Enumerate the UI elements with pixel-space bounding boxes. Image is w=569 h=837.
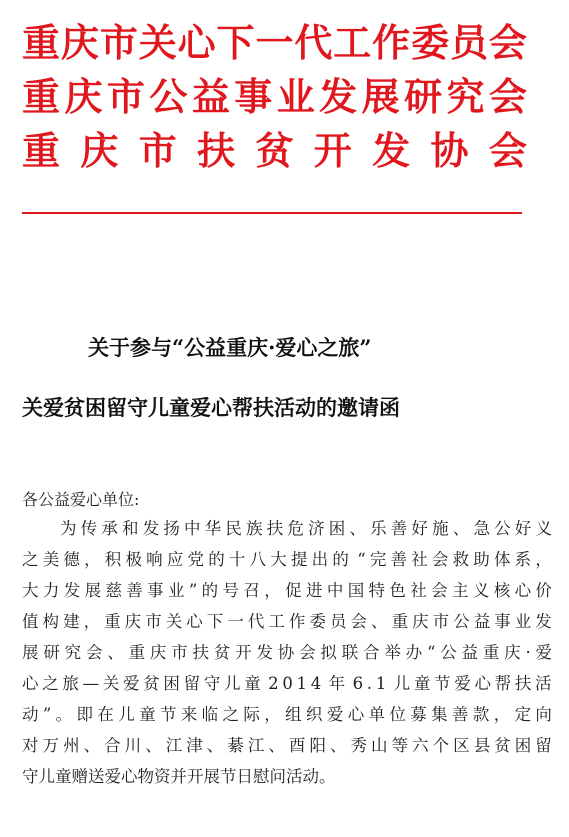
org-name-3: 重 庆 市 扶 贫 开 发 协 会 <box>22 128 527 173</box>
body-line: 对 万 州 、 合 川 、 江 津 、 綦 江 、 酉 阳 、 秀 山 等 六 个 区 县 贫 困 留 <box>22 736 552 755</box>
body-line: 之 美 德 ， 积 极 响 应 党 的 十 八 大 提 出 的 “ 完 善 社 会 救 助 体 系 ， <box>22 550 552 569</box>
body-line: 展 研 究 会 、 重 庆 市 扶 贫 开 发 协 会 拟 联 合 举 办 “ 公 益 重 庆 · 爱 <box>22 643 552 662</box>
letterhead-divider <box>22 212 522 214</box>
document-title-line-2: 关爱贫困留守儿童爱心帮扶活动的邀请函 <box>22 395 400 420</box>
body-paragraph <box>22 513 552 792</box>
body-line: 大 力 发 展 慈 善 事 业 ” 的 号 召 ， 促 进 中 国 特 色 社 会 主 义 核 心 价 <box>22 581 552 600</box>
salutation: 各公益爱心单位: <box>22 490 140 509</box>
body-line: 为 传 承 和 发 扬 中 华 民 族 扶 危 济 困 、 乐 善 好 施 、 急 公 好 义 <box>60 519 552 538</box>
body-line: 心 之 旅 — 关 爱 贫 困 留 守 儿 童 2 0 1 4 年 6 . 1 儿 童 节 爱 心 帮 扶 活 <box>22 674 552 693</box>
letterhead <box>22 16 527 178</box>
org-name-2: 重 庆 市 公 益 事 业 发 展 研 究 会 <box>22 74 527 119</box>
body-line: 守儿童赠送爱心物资并开展节日慰问活动。 <box>22 767 336 786</box>
body-line: 动 ” 。 即 在 儿 童 节 来 临 之 际 ， 组 织 爱 心 单 位 募 集 善 款 ， 定 向 <box>22 705 552 724</box>
body-line: 值 构 建 ， 重 庆 市 关 心 下 一 代 工 作 委 员 会 、 重 庆 市 公 益 事 业 发 <box>22 612 552 631</box>
document-title-line-1: 关于参与“公益重庆·爱心之旅” <box>88 335 372 360</box>
org-name-1: 重 庆 市 关 心 下 一 代 工 作 委 员 会 <box>22 20 527 65</box>
